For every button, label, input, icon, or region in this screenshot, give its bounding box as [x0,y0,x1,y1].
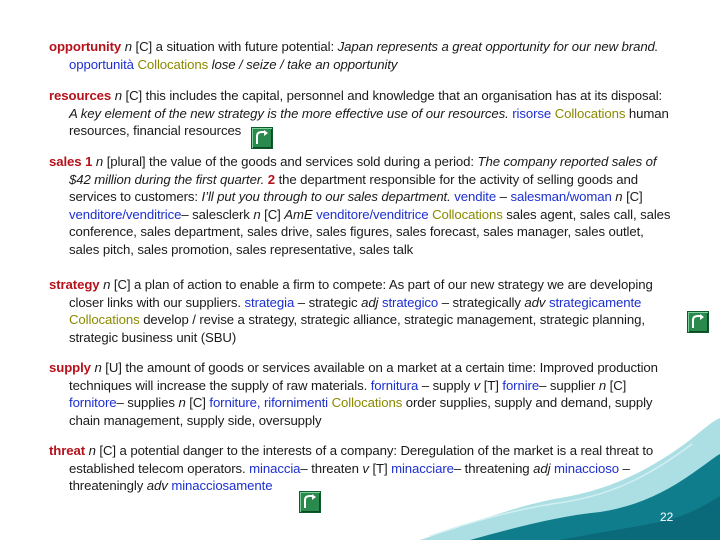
definition-text: resources, financial resources [69,123,242,139]
entry-opportunity [49,38,689,73]
grammar-label: n [253,206,265,222]
entry-strategy [49,276,689,346]
collocations-label: Collocations [331,395,406,411]
italian-translation: fornitore [69,395,117,411]
u-turn-arrow-icon [254,130,270,146]
definition-text: – [618,460,630,476]
definition-text: strategic business unit (SBU) [69,329,237,345]
grammar-label: adv [146,478,172,494]
grammar-label: $42 million during the first quarter. [69,171,268,187]
entry-threat [49,442,689,495]
entry-line [49,171,689,189]
entry-line [49,329,689,347]
grammar-label: The company reported sales of [477,154,657,169]
italian-translation: strategia [244,294,295,310]
grammar-label: n [611,189,627,205]
definition-text: – threatening [453,460,534,476]
grammar-label: n [92,154,107,169]
return-button[interactable] [251,127,273,149]
definition-text: [U] the amount of goods or services available on a market at a certain time: Improved production [105,360,658,375]
italian-translation: vendite [454,189,497,205]
entry-line [49,56,689,74]
definition-text: – supplier [539,377,599,393]
u-turn-arrow-icon [302,494,318,510]
italian-translation: minaccioso [554,460,619,476]
entry-line [49,105,689,123]
grammar-label: adv [524,294,549,310]
definition-text: – threaten [300,460,363,476]
definition-text: [C] a potential danger to the interests of a company: Deregulation of the market is a real threat to [99,443,654,458]
u-turn-arrow-icon [690,314,706,330]
collocations-label: Collocations [137,56,212,72]
entry-line [49,276,689,294]
definition-text: – [496,189,511,205]
definition-text: [C] a situation with future potential: [135,39,338,54]
definition-text: [C] a plan of action to enable a firm to compete: As part of our new strategy we are developing [113,277,653,292]
headword: supply [49,360,91,375]
italian-translation: minaccia [249,460,301,476]
italian-translation: fornitura [370,377,419,393]
grammar-label: A key element of the new strategy is the more effective use of our resources. [69,105,513,121]
italian-translation: fornire [502,377,540,393]
definition-text: – strategically [438,294,525,310]
return-button[interactable] [687,311,709,333]
headword: strategy [49,277,100,292]
entry-supply [49,359,689,429]
entry-line [49,38,689,56]
headword: sales 1 [49,154,93,169]
headword: resources [49,88,112,103]
italian-translation: minacciare [391,460,454,476]
grammar-label: n [121,39,136,54]
definition-text: services to customers: [69,189,202,205]
grammar-label: n [85,443,100,458]
italian-translation: venditore/venditrice [69,206,182,222]
definition-text: – supplies [116,395,179,411]
return-button[interactable] [299,491,321,513]
grammar-label: n [90,360,106,375]
entry-line [49,412,689,430]
definition-text: [plural] the value of the goods and services sold during a period: [106,154,478,169]
definition-text: techniques will increase the supply of raw materials. [69,377,371,393]
definition-text: chain management, supply side, oversupply [69,412,322,428]
collocations-label: Collocations [432,206,507,222]
entry-line [49,311,689,329]
grammar-label: n [111,88,126,103]
definition-text: established telecom operators. [69,460,250,476]
definition-text: – strategic [294,294,362,310]
italian-translation: opportunità [69,56,138,72]
grammar-label: n [178,395,190,411]
sense-number: 2 [267,171,275,187]
grammar-label: AmE [284,206,317,222]
entry-line [49,359,689,377]
definition-text: [C] this includes the capital, personnel and knowledge that an organisation has at its disposal: [125,88,663,103]
entry-line [49,460,689,478]
grammar-label: adj [533,460,554,476]
italian-translation: minacciosamente [171,478,273,494]
collocations-label: Collocations [69,312,144,328]
entry-line [49,122,689,140]
grammar-label: n [99,277,114,292]
entry-sales [49,153,689,259]
entry-line [49,87,689,105]
italian-translation: strategico [381,294,439,310]
entry-line [49,188,689,206]
italian-translation: strategicamente [548,294,642,310]
definition-text: threateningly [69,478,147,494]
entry-line [49,241,689,259]
italian-translation: salesman/woman [510,189,612,205]
entry-line [49,377,689,395]
entry-line [49,477,689,495]
definition-text: [C] [189,395,210,411]
entry-line [49,223,689,241]
definition-text: order supplies, supply and demand, supply [405,395,653,411]
grammar-label: I’ll put you through to our sales department. [201,189,455,205]
definition-text: sales agent, sales call, sales [506,206,671,222]
grammar-label: v [473,377,484,393]
definition-text: [T] [372,460,392,476]
headword: threat [49,443,86,458]
grammar-label: lose / seize / take an opportunity [211,56,398,72]
definition-text: [T] [483,377,503,393]
definition-text: conference, sales department, sales drive, sales figures, sales forecast, sales manager, sales outlet, [69,224,644,240]
collocations-label: Collocations [554,105,629,121]
definition-text: [C] [264,206,285,222]
italian-translation: risorse [512,105,555,121]
grammar-label: Japan represents a great opportunity for our new brand. [337,39,659,54]
definition-text: [C] [609,377,627,393]
entry-line [49,206,689,224]
entry-line [49,153,689,171]
definition-text: sales pitch, sales promotion, sales representative, sales talk [69,241,414,257]
definition-text: – supply [418,377,474,393]
definition-text: the department responsible for the activity of selling goods and [275,171,638,187]
definition-text: develop / revise a strategy, strategic alliance, strategic management, strategic planning, [143,312,645,328]
entry-line [49,442,689,460]
definition-text: closer links with our suppliers. [69,294,245,310]
entry-line [49,394,689,412]
page-number: 22 [660,510,674,524]
grammar-label: adj [361,294,382,310]
grammar-label: n [598,377,610,393]
definition-text: – salesclerk [181,206,254,222]
entry-line [49,294,689,312]
italian-translation: forniture, rifornimenti [209,395,332,411]
headword: opportunity [49,39,122,54]
italian-translation: venditore/venditrice [316,206,433,222]
entry-resources [49,87,689,140]
definition-text: human [628,105,669,121]
definition-text: [C] [626,189,643,205]
grammar-label: v [362,460,373,476]
